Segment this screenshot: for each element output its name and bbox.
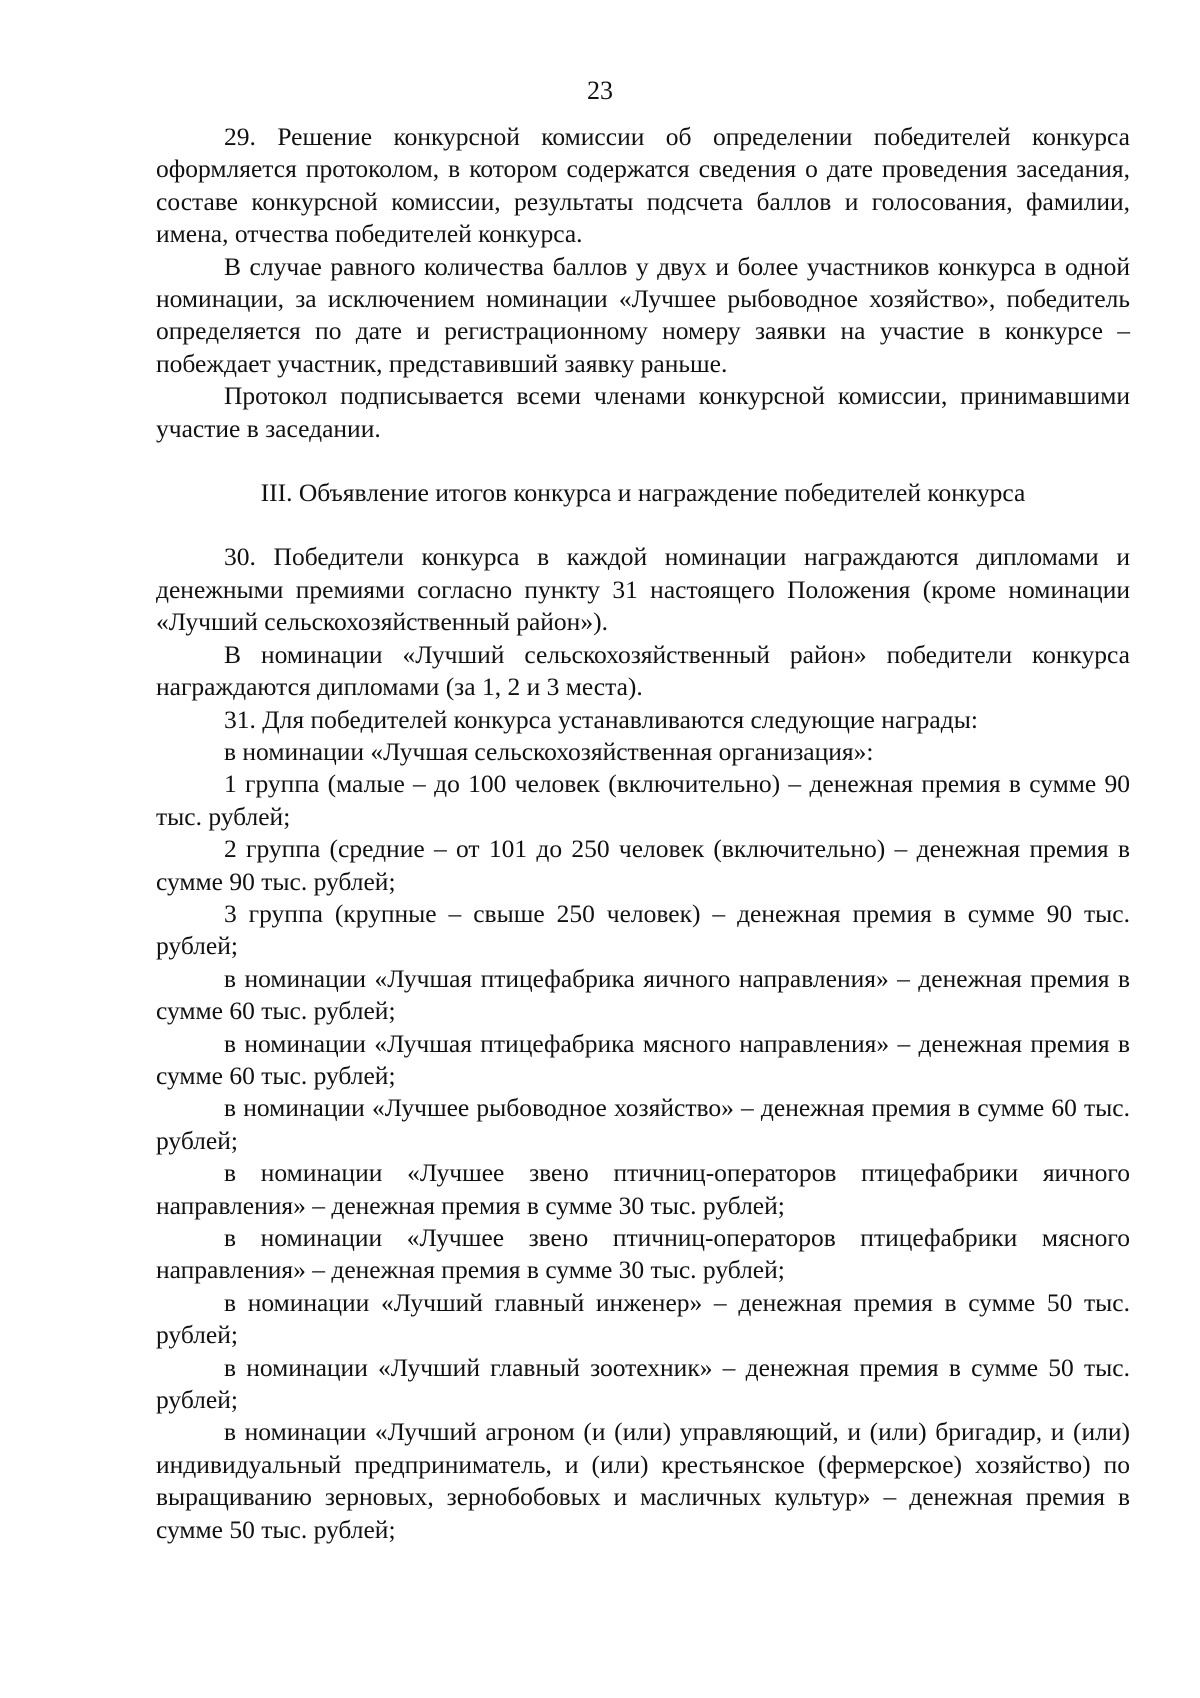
paragraph-chief-engineer: в номинации «Лучший главный инженер» – денежная премия в сумме 50 тыс. рублей; <box>156 1287 1130 1350</box>
document-body <box>156 121 1130 1546</box>
paragraph-meat-poultry-farm: в номинации «Лучшая птицефабрика мясного направления» – денежная премия в сумме 60 тыс. рублей; <box>156 1028 1130 1090</box>
paragraph-group-3: 3 группа (крупные – свыше 250 человек) – денежная премия в сумме 90 тыс. рублей; <box>156 898 1130 961</box>
paragraph-29-decision: 29. Решение конкурсной комиссии об определении победителей конкурса оформляется протоколом, в котором содержатся сведения о дате проведения заседания, составе конкурсной комиссии, результаты подсчета баллов и голосования, фамилии, имена, отчества победителей конкурса. <box>156 122 1130 249</box>
paragraph-egg-operators-team: в номинации «Лучшее звено птичниц-операторов птицефабрики яичного направления» – денежная премия в сумме 30 тыс. рублей; <box>156 1158 1130 1220</box>
paragraph-agronomist: в номинации «Лучший агроном (и (или) управляющий, и (или) бригадир, и (или) индивидуальный предприниматель, и (или) крестьянское (фермерское) хозяйство) по выращиванию зерновых, зернобобовых и масличных культур» – денежная премия в сумме 50 тыс. рублей; <box>156 1417 1130 1544</box>
paragraph-equal-points: В случае равного количества баллов у двух и более участников конкурса в одной номинации, за исключением номинации «Лучшее рыбоводное хозяйство», победитель определяется по дате и регистрационному номеру заявки на участие в конкурсе – побеждает участник, представивший заявку раньше. <box>156 251 1130 378</box>
paragraph-protocol-signing: Протокол подписывается всеми членами конкурсной комиссии, принимавшими участие в заседании. <box>156 381 1130 443</box>
paragraph-district-nomination: В номинации «Лучший сельскохозяйственный район» победители конкурса награждаются дипломами (за 1, 2 и 3 места). <box>156 639 1130 702</box>
paragraph-group-1: 1 группа (малые – до 100 человек (включительно) – денежная премия в сумме 90 тыс. рублей; <box>156 769 1130 831</box>
paragraph-chief-zootechnician: в номинации «Лучший главный зоотехник» – денежная премия в сумме 50 тыс. рублей; <box>156 1352 1130 1415</box>
paragraph-egg-poultry-farm: в номинации «Лучшая птицефабрика яичного направления» – денежная премия в сумме 60 тыс. рублей; <box>156 963 1130 1026</box>
paragraph-agri-organization: в номинации «Лучшая сельскохозяйственная организация»: <box>224 736 874 766</box>
paragraph-group-2: 2 группа (средние – от 101 до 250 человек (включительно) – денежная премия в сумме 90 тыс. рублей; <box>156 834 1130 896</box>
page-number: 23 <box>587 76 613 105</box>
paragraph-30-winners: 30. Победители конкурса в каждой номинации награждаются дипломами и денежными премиями согласно пункту 31 настоящего Положения (кроме номинации «Лучший сельскохозяйственный район»). <box>156 542 1130 637</box>
paragraph-fish-farm: в номинации «Лучшее рыбоводное хозяйство» – денежная премия в сумме 60 тыс. рублей; <box>156 1093 1130 1155</box>
section-heading: III. Объявление итогов конкурса и награждение победителей конкурса <box>260 478 1026 508</box>
paragraph-meat-operators-team: в номинации «Лучшее звено птичниц-операторов птицефабрики мясного направления» – денежная премия в сумме 30 тыс. рублей; <box>156 1223 1130 1285</box>
paragraph-31-awards: 31. Для победителей конкурса устанавливаются следующие награды: <box>224 704 978 734</box>
